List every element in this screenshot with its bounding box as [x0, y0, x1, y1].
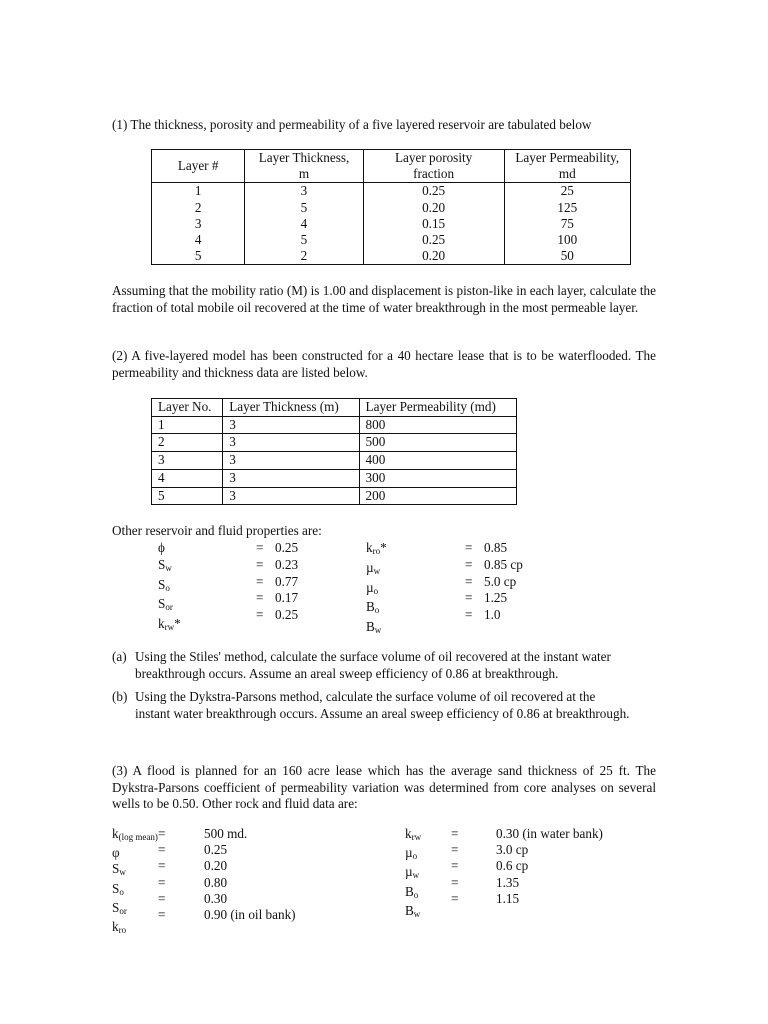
- property-symbol: $k_{rw}*$: [158, 616, 181, 633]
- table-cell: 0.25: [363, 183, 504, 200]
- table-cell: 1: [152, 416, 223, 434]
- layer-permeability-table: [151, 398, 517, 505]
- property-symbol: $S_o$: [158, 576, 170, 593]
- property-symbol: $S_{or}$: [158, 596, 173, 613]
- table-cell: 75: [504, 216, 630, 232]
- q3-right-equals: = = = = =: [451, 826, 459, 906]
- property-value: 3.0 cp: [496, 842, 529, 858]
- q2-left-values: [275, 540, 298, 624]
- property-symbol: $B_o$: [405, 883, 419, 900]
- table-cell: 0.20: [363, 248, 504, 265]
- property-symbol: $S_{or}$: [112, 899, 127, 916]
- table-row: [152, 487, 517, 505]
- table-cell: 0.15: [363, 216, 504, 232]
- property-value: 0.25: [275, 540, 299, 555]
- table-cell: 4: [152, 232, 245, 248]
- table-cell: 1: [152, 183, 245, 200]
- property-value: 0.30: [204, 890, 228, 906]
- table-cell: 3: [223, 487, 359, 505]
- table-cell: 3: [152, 452, 223, 470]
- table-cell: 5: [152, 487, 223, 505]
- q2-left-equals: = = = = =: [256, 540, 264, 623]
- part-label: (b): [112, 689, 128, 704]
- table-header: Layer Permeability, md: [504, 150, 630, 183]
- property-value: 1.0: [484, 607, 501, 623]
- part-label: (a): [112, 649, 127, 664]
- table-cell: 200: [359, 487, 516, 505]
- property-symbol: $k_{ro}*$: [366, 540, 387, 556]
- property-symbol: $k_{ro}$: [112, 919, 127, 936]
- table-cell: 3: [223, 416, 359, 434]
- table-cell: 3: [223, 434, 359, 452]
- property-value: 0.17: [275, 590, 299, 606]
- property-value: 0.80: [204, 874, 228, 890]
- table-cell: 3: [245, 183, 363, 200]
- property-symbol: $k_{(log mean)}$: [112, 826, 158, 842]
- table-header: Layer No.: [152, 399, 223, 417]
- property-symbol: $S_w$: [112, 861, 126, 878]
- property-value: 0.20: [204, 858, 228, 874]
- q1-heading: (1) The thickness, porosity and permeability of a five layered reservoir are tabulated below: [112, 117, 592, 132]
- property-symbol: µ$_w$: [405, 864, 420, 881]
- property-value: 0.85: [484, 540, 508, 555]
- q3-intro: (3) A flood is planned for an 160 acre lease which has the average sand thickness of 25 ft. The Dykstra-Parsons coefficient of permeability variation was determined from core analyses on several wells to be 0.50. Other rock and fluid data are:: [112, 763, 656, 811]
- table-cell: 5: [245, 232, 363, 248]
- table-row: [152, 452, 517, 470]
- property-value: 5.0 cp: [484, 573, 517, 589]
- property-symbol: $S_w$: [158, 556, 172, 573]
- q3-left-equals: = = = = = =: [158, 826, 166, 923]
- property-symbol: φ: [112, 845, 120, 861]
- table-cell: 3: [223, 452, 359, 470]
- property-symbol: $B_w$: [405, 902, 421, 919]
- property-value: 1.35: [496, 874, 520, 890]
- property-value: 0.77: [275, 573, 299, 589]
- table-header: Layer Permeability (md): [359, 399, 516, 417]
- property-value: 0.85 cp: [484, 556, 523, 572]
- property-value: 0.6 cp: [496, 858, 529, 874]
- property-value: 0.30 (in water bank): [496, 826, 603, 841]
- table-row: [152, 469, 517, 487]
- q2-intro: (2) A five-layered model has been constructed for a 40 hectare lease that is to be waterflooded. The permeability and thickness data are listed below.: [112, 348, 656, 380]
- q2-right-symbols: [366, 540, 387, 639]
- property-symbol: $S_o$: [112, 880, 124, 897]
- table-header: Layer Thickness (m): [223, 399, 359, 417]
- property-symbol: µ$_o$: [405, 845, 418, 862]
- table-cell: 4: [245, 216, 363, 232]
- q2-part-b: [112, 689, 632, 722]
- table-cell: 100: [504, 232, 630, 248]
- table-cell: 2: [152, 434, 223, 452]
- table-cell: 2: [245, 248, 363, 265]
- q2-props-heading: Other reservoir and fluid properties are:: [112, 523, 322, 538]
- table-cell: 25: [504, 183, 630, 200]
- q3-right-symbols: [405, 826, 421, 922]
- part-text: Using the Stiles' method, calculate the surface volume of oil recovered at the instant water breakthrough occurs. Assume an areal sweep efficiency of 0.86 at breakthrough.: [135, 649, 611, 681]
- table-row: [152, 416, 517, 434]
- table-cell: 400: [359, 452, 516, 470]
- property-value: 0.90 (in oil bank): [204, 907, 296, 923]
- property-symbol: $k_{rw}$: [405, 826, 422, 842]
- table-cell: 300: [359, 469, 516, 487]
- table-header: Layer porosity fraction: [363, 150, 504, 183]
- table-cell: 3: [223, 469, 359, 487]
- property-symbol: ϕ: [158, 540, 165, 555]
- part-text: Using the Dykstra-Parsons method, calculate the surface volume of oil recovered at the instant water breakthrough occurs. Assume an areal sweep efficiency of 0.86 at breakthrough.: [135, 689, 630, 721]
- q2-right-values: [484, 540, 523, 624]
- table-cell: 800: [359, 416, 516, 434]
- property-value: 0.25: [204, 842, 228, 858]
- q2-right-equals: = = = = =: [465, 540, 473, 623]
- table-cell: 5: [245, 200, 363, 216]
- table-cell: 50: [504, 248, 630, 265]
- q2-left-symbols: [158, 540, 181, 636]
- table-cell: 3: [152, 216, 245, 232]
- property-symbol: $B_o$: [366, 599, 380, 616]
- table-header: Layer #: [152, 150, 245, 183]
- table-cell: 5: [152, 248, 245, 265]
- q3-left-symbols: [112, 826, 158, 938]
- property-symbol: µ$_w$: [366, 559, 381, 576]
- layer-properties-table: [151, 149, 631, 265]
- property-value: 500 md.: [204, 826, 248, 841]
- q3-left-values: [204, 826, 296, 923]
- table-row: [152, 216, 631, 232]
- property-symbol: µ$_o$: [366, 579, 379, 596]
- table-cell: 500: [359, 434, 516, 452]
- table-cell: 4: [152, 469, 223, 487]
- table-cell: 0.20: [363, 200, 504, 216]
- table-row: [152, 248, 631, 265]
- property-value: 0.25: [275, 607, 299, 623]
- property-value: 1.15: [496, 890, 520, 906]
- table-row: [152, 183, 631, 200]
- property-symbol: $B_w$: [366, 619, 382, 636]
- property-value: 0.23: [275, 556, 299, 572]
- table-row: [152, 434, 517, 452]
- q2-part-a: [112, 649, 632, 682]
- property-value: 1.25: [484, 590, 508, 606]
- table-row: [152, 200, 631, 216]
- q3-right-values: [496, 826, 603, 907]
- table-cell: 125: [504, 200, 630, 216]
- table-cell: 2: [152, 200, 245, 216]
- table-row: [152, 232, 631, 248]
- q1-question: Assuming that the mobility ratio (M) is 1.00 and displacement is piston-like in each layer, calculate the fraction of total mobile oil recovered at the time of water breakthrough in the most permeable layer.: [112, 283, 656, 315]
- table-header: Layer Thickness, m: [245, 150, 363, 183]
- table-cell: 0.25: [363, 232, 504, 248]
- table-header-row: [152, 399, 517, 417]
